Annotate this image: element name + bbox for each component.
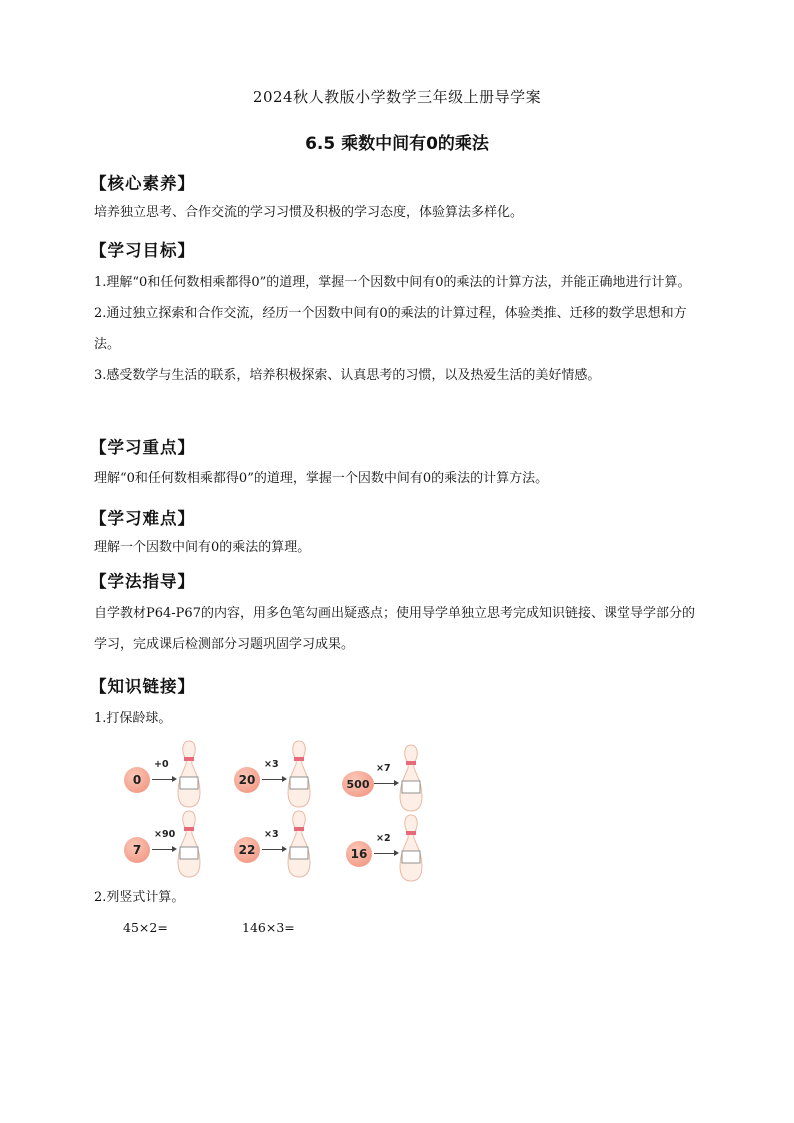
lesson-title: 6.5 乘数中间有0的乘法 bbox=[305, 134, 489, 154]
bowling-pin-icon bbox=[174, 810, 204, 878]
bowling-pin-icon bbox=[284, 810, 314, 878]
core-literacy-text: 培养独立思考、合作交流的学习习惯及积极的学习态度，体验算法多样化。 bbox=[94, 205, 524, 220]
arrow-icon bbox=[152, 849, 174, 850]
document-title: 2024秋人教版小学数学三年级上册导学案 bbox=[252, 88, 542, 106]
operation-label: ×3 bbox=[264, 759, 279, 770]
bowling-ball: 500 bbox=[342, 771, 374, 797]
learning-goals-list bbox=[94, 267, 704, 391]
arrow-icon bbox=[262, 779, 284, 780]
difficulty-text: 理解一个因数中间有0的乘法的算理。 bbox=[94, 540, 311, 555]
method-text: 自学教材P64-P67的内容，用多色笔勾画出疑惑点；使用导学单独立思考完成知识链接、课堂导学部分的学习，完成课后检测部分习题巩固学习成果。 bbox=[94, 606, 695, 652]
exercise-item: 146×3= bbox=[242, 920, 295, 935]
bowling-figure bbox=[120, 736, 440, 878]
goal-item: 3.感受数学与生活的联系，培养积极探索、认真思考的习惯，以及热爱生活的美好情感。 bbox=[94, 368, 601, 383]
bowling-pin-icon bbox=[396, 814, 426, 882]
heading-core-literacy: 【核心素养】 bbox=[90, 174, 195, 193]
arrow-icon bbox=[374, 783, 396, 784]
goal-item: 2.通过独立探索和合作交流，经历一个因数中间有0的乘法的计算过程，体验类推、迁移的数学思想和方法。 bbox=[94, 306, 687, 352]
bowling-item bbox=[342, 814, 442, 882]
bowling-ball: 7 bbox=[124, 837, 150, 863]
bowling-pin-icon bbox=[396, 744, 426, 812]
heading-knowledge-link: 【知识链接】 bbox=[90, 677, 195, 696]
question-1-label: 1.打保龄球。 bbox=[94, 711, 172, 726]
operation-label: ×90 bbox=[154, 829, 176, 840]
goal-item: 1.理解“0和任何数相乘都得0”的道理，掌握一个因数中间有0的乘法的计算方法，并能正确地进行计算。 bbox=[94, 275, 691, 290]
heading-difficulty: 【学习难点】 bbox=[90, 509, 195, 528]
arrow-icon bbox=[262, 849, 284, 850]
bowling-pin-icon bbox=[284, 740, 314, 808]
bowling-pin-icon bbox=[174, 740, 204, 808]
heading-method: 【学法指导】 bbox=[90, 572, 195, 591]
bowling-item bbox=[120, 740, 220, 808]
operation-label: ×2 bbox=[376, 833, 391, 844]
bowling-ball: 0 bbox=[124, 767, 150, 793]
bowling-ball: 20 bbox=[234, 767, 260, 793]
key-points-text: 理解“0和任何数相乘都得0”的道理，掌握一个因数中间有0的乘法的计算方法。 bbox=[94, 471, 549, 486]
bowling-ball: 22 bbox=[234, 837, 260, 863]
operation-label: ×7 bbox=[376, 763, 391, 774]
bowling-item bbox=[120, 810, 220, 878]
exercise-item: 45×2= bbox=[123, 920, 168, 935]
heading-learning-goals: 【学习目标】 bbox=[90, 241, 195, 260]
operation-label: +0 bbox=[154, 759, 169, 770]
bowling-item bbox=[230, 810, 330, 878]
arrow-icon bbox=[374, 853, 396, 854]
operation-label: ×3 bbox=[264, 829, 279, 840]
arrow-icon bbox=[152, 779, 174, 780]
bowling-item bbox=[230, 740, 330, 808]
question-2-label: 2.列竖式计算。 bbox=[94, 890, 185, 905]
heading-key-points: 【学习重点】 bbox=[90, 438, 195, 457]
bowling-ball: 16 bbox=[346, 841, 372, 867]
bowling-item bbox=[342, 744, 442, 812]
